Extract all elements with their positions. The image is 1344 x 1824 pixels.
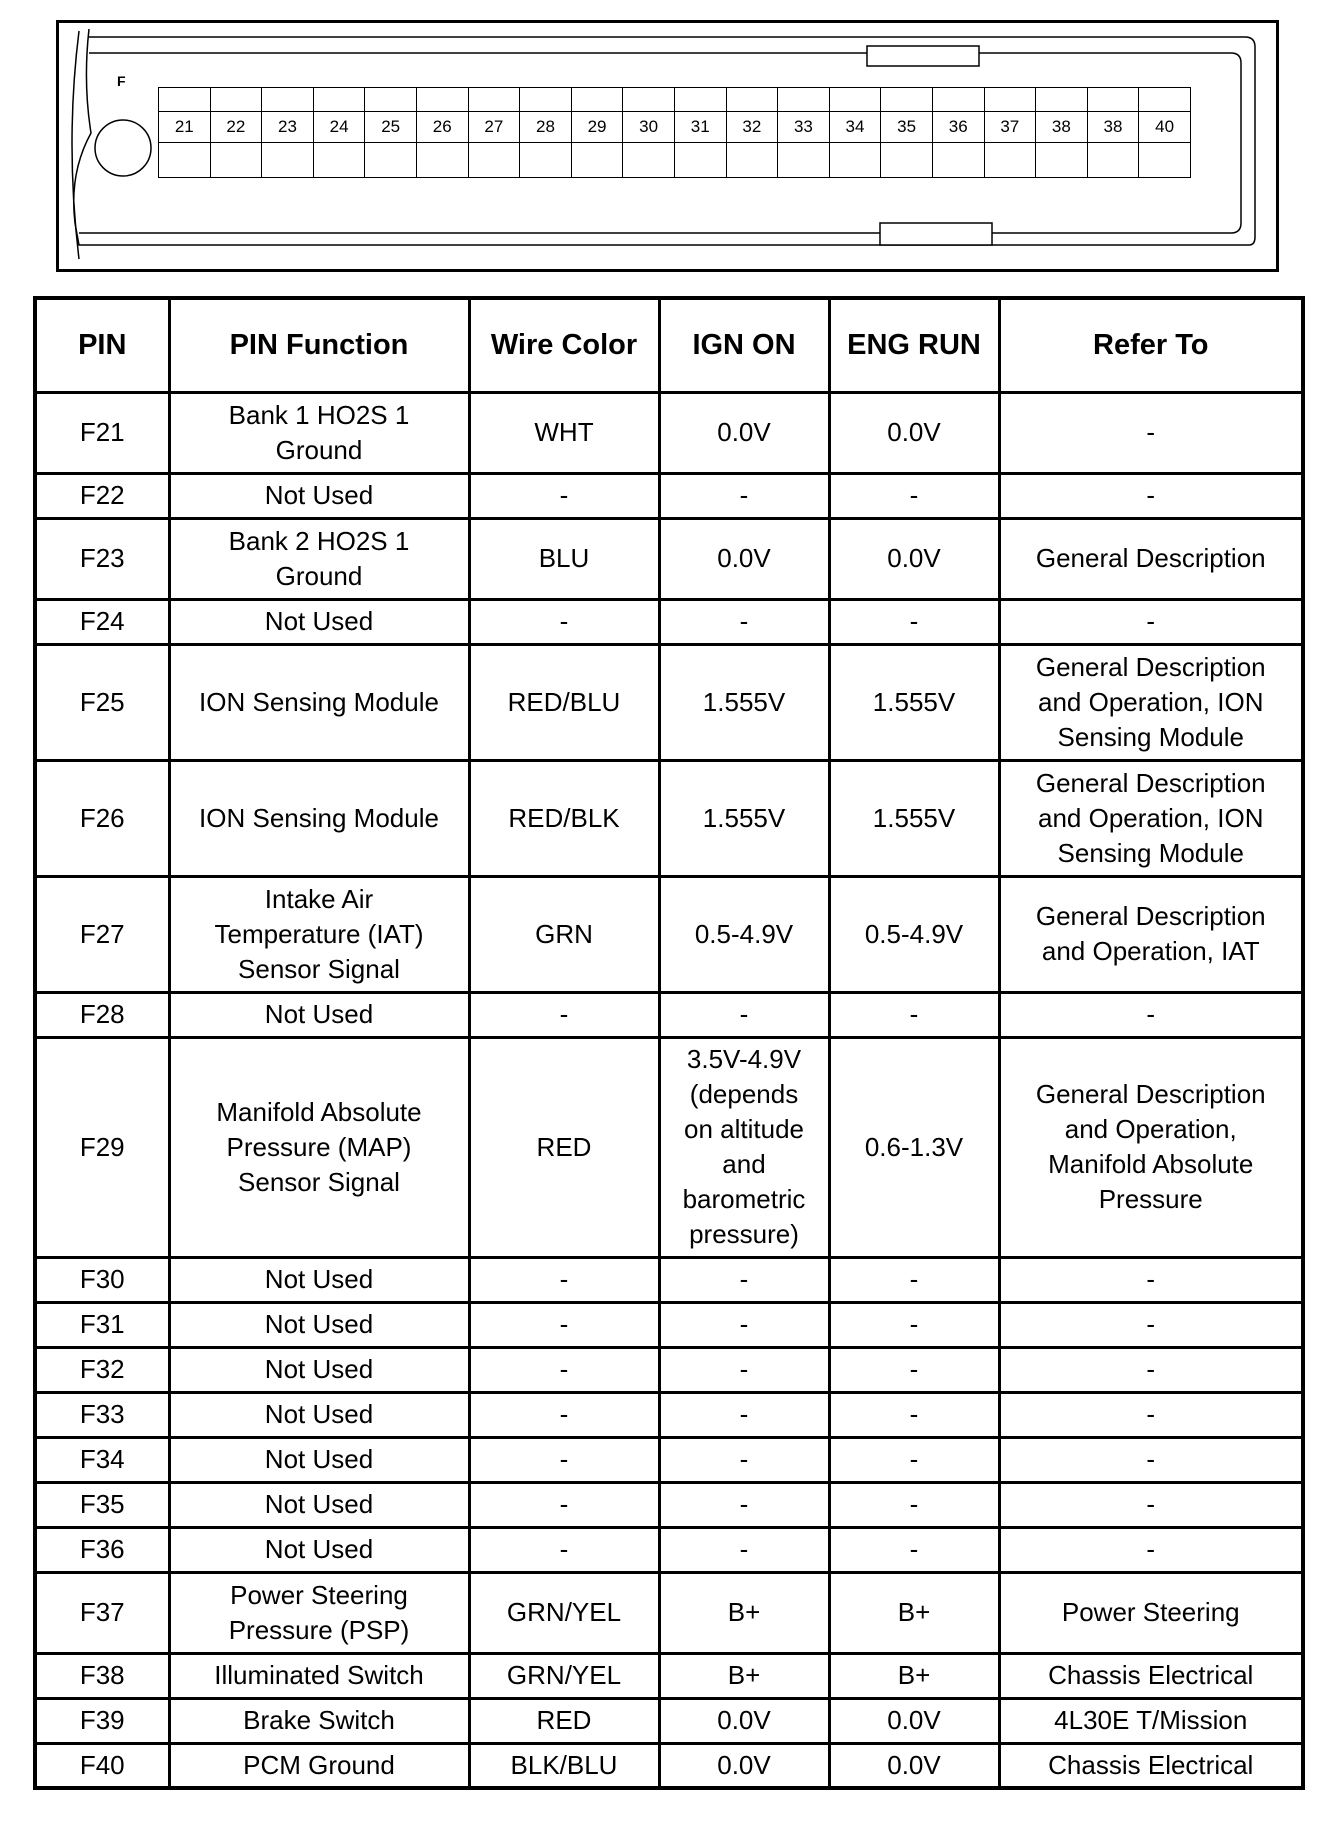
cell-pin: F33	[35, 1392, 169, 1437]
cell-pin-function: Manifold Absolute Pressure (MAP) Sensor Signal	[169, 1037, 469, 1257]
cell-eng-run: -	[829, 599, 999, 644]
pin-number: 23	[262, 112, 314, 143]
pin-cell-bottom	[1139, 143, 1191, 178]
cell-pin-function: ION Sensing Module	[169, 644, 469, 760]
pin-cell-top	[778, 88, 830, 112]
cell-refer-to: -	[999, 992, 1303, 1037]
pin-cell-bottom	[623, 143, 675, 178]
cell-wire-color: -	[469, 1302, 659, 1347]
cell-refer-to: General Description and Operation, Manifold Absolute Pressure	[999, 1037, 1303, 1257]
cell-pin: F35	[35, 1482, 169, 1527]
cell-wire-color: RED	[469, 1037, 659, 1257]
cell-pin: F26	[35, 760, 169, 876]
cell-eng-run: -	[829, 1482, 999, 1527]
connector-diagram	[56, 20, 1279, 272]
pin-cell-top	[674, 88, 726, 112]
pin-number: 24	[313, 112, 365, 143]
top-key-notch	[867, 46, 979, 66]
cell-eng-run: 0.6-1.3V	[829, 1037, 999, 1257]
cell-ign-on: -	[659, 599, 829, 644]
table-row	[35, 473, 1303, 518]
cell-pin-function: Not Used	[169, 599, 469, 644]
cell-eng-run: 0.0V	[829, 392, 999, 473]
table-row	[35, 1347, 1303, 1392]
pin-cell-top	[984, 88, 1036, 112]
cell-pin-function: Not Used	[169, 473, 469, 518]
cell-refer-to: Chassis Electrical	[999, 1653, 1303, 1698]
cell-wire-color: -	[469, 1482, 659, 1527]
cell-eng-run: -	[829, 1302, 999, 1347]
pin-cell-bottom	[726, 143, 778, 178]
header-wire-color: Wire Color	[469, 298, 659, 392]
cell-eng-run: -	[829, 473, 999, 518]
table-row	[35, 1037, 1303, 1257]
cell-ign-on: 1.555V	[659, 644, 829, 760]
cell-ign-on: 3.5V-4.9V (depends on altitude and barometric pressure)	[659, 1037, 829, 1257]
cell-refer-to: General Description and Operation, IAT	[999, 876, 1303, 992]
cell-eng-run: -	[829, 1392, 999, 1437]
cell-pin: F27	[35, 876, 169, 992]
cell-pin-function: Not Used	[169, 1347, 469, 1392]
pin-cell-top	[468, 88, 520, 112]
cell-pin-function: Illuminated Switch	[169, 1653, 469, 1698]
header-eng-run: ENG RUN	[829, 298, 999, 392]
pin-number: 31	[674, 112, 726, 143]
table-row	[35, 992, 1303, 1037]
cell-ign-on: -	[659, 1257, 829, 1302]
pin-number: 30	[623, 112, 675, 143]
pin-cell-bottom	[313, 143, 365, 178]
cell-ign-on: -	[659, 1347, 829, 1392]
pin-cell-bottom	[1087, 143, 1139, 178]
cell-pin-function: PCM Ground	[169, 1743, 469, 1788]
cell-pin: F30	[35, 1257, 169, 1302]
cell-wire-color: RED/BLU	[469, 644, 659, 760]
pin-cell-bottom	[468, 143, 520, 178]
cell-ign-on: -	[659, 1302, 829, 1347]
table-row	[35, 599, 1303, 644]
cell-pin-function: ION Sensing Module	[169, 760, 469, 876]
cell-pin: F37	[35, 1572, 169, 1653]
cell-wire-color: -	[469, 473, 659, 518]
cell-refer-to: -	[999, 1482, 1303, 1527]
pin-number: 38	[1036, 112, 1088, 143]
table-row	[35, 518, 1303, 599]
cell-ign-on: -	[659, 1527, 829, 1572]
cell-pin-function: Not Used	[169, 1302, 469, 1347]
cell-pin-function: Not Used	[169, 1437, 469, 1482]
pin-cell-bottom	[159, 143, 211, 178]
pin-number: 28	[520, 112, 572, 143]
cell-eng-run: B+	[829, 1572, 999, 1653]
cell-ign-on: -	[659, 1482, 829, 1527]
cell-eng-run: B+	[829, 1653, 999, 1698]
header-refer-to: Refer To	[999, 298, 1303, 392]
cell-pin-function: Power Steering Pressure (PSP)	[169, 1572, 469, 1653]
cell-ign-on: 0.0V	[659, 1698, 829, 1743]
cell-ign-on: B+	[659, 1572, 829, 1653]
cell-wire-color: BLU	[469, 518, 659, 599]
cell-refer-to: General Description and Operation, ION Sensing Module	[999, 760, 1303, 876]
pin-number: 37	[984, 112, 1036, 143]
pin-cell-top	[416, 88, 468, 112]
pin-cell-top	[932, 88, 984, 112]
cell-pin-function: Not Used	[169, 992, 469, 1037]
pin-cell-bottom	[520, 143, 572, 178]
cell-pin: F38	[35, 1653, 169, 1698]
pin-cell-bottom	[881, 143, 933, 178]
cell-pin: F31	[35, 1302, 169, 1347]
header-pin: PIN	[35, 298, 169, 392]
pin-cell-top	[313, 88, 365, 112]
cell-pin: F24	[35, 599, 169, 644]
cell-pin: F28	[35, 992, 169, 1037]
pin-number: 21	[159, 112, 211, 143]
pin-number: 33	[778, 112, 830, 143]
cell-wire-color: RED	[469, 1698, 659, 1743]
bottom-key-notch	[880, 223, 992, 245]
header-ign-on: IGN ON	[659, 298, 829, 392]
cell-pin: F25	[35, 644, 169, 760]
pin-cell-top	[159, 88, 211, 112]
cell-refer-to: -	[999, 392, 1303, 473]
table-row	[35, 760, 1303, 876]
pin-number: 22	[210, 112, 262, 143]
cell-pin: F32	[35, 1347, 169, 1392]
pin-cell-top	[623, 88, 675, 112]
pin-cell-bottom	[262, 143, 314, 178]
pin-cell-top	[1036, 88, 1088, 112]
cell-eng-run: -	[829, 1347, 999, 1392]
cell-ign-on: 0.0V	[659, 392, 829, 473]
pin-cell-bottom	[674, 143, 726, 178]
table-row	[35, 392, 1303, 473]
cell-pin-function: Not Used	[169, 1257, 469, 1302]
cell-wire-color: RED/BLK	[469, 760, 659, 876]
table-header-row	[35, 298, 1303, 392]
cell-eng-run: 1.555V	[829, 760, 999, 876]
pin-cell-top	[520, 88, 572, 112]
cell-ign-on: 0.0V	[659, 1743, 829, 1788]
pin-number: 36	[932, 112, 984, 143]
cell-pin: F34	[35, 1437, 169, 1482]
table-row	[35, 876, 1303, 992]
cell-eng-run: 1.555V	[829, 644, 999, 760]
table-row	[35, 1527, 1303, 1572]
table-row	[35, 1698, 1303, 1743]
cell-refer-to: General Description and Operation, ION Sensing Module	[999, 644, 1303, 760]
pin-number: 38	[1087, 112, 1139, 143]
cell-refer-to: -	[999, 1257, 1303, 1302]
cell-eng-run: 0.0V	[829, 1698, 999, 1743]
pin-cell-bottom	[932, 143, 984, 178]
cell-wire-color: -	[469, 1257, 659, 1302]
pin-number: 32	[726, 112, 778, 143]
pin-cell-bottom	[778, 143, 830, 178]
cell-wire-color: -	[469, 1347, 659, 1392]
cell-wire-color: GRN	[469, 876, 659, 992]
cell-pin: F21	[35, 392, 169, 473]
pin-cell-top	[726, 88, 778, 112]
pin-cell-top	[1087, 88, 1139, 112]
pin-cell-bottom	[984, 143, 1036, 178]
cell-wire-color: -	[469, 599, 659, 644]
cell-refer-to: -	[999, 473, 1303, 518]
cell-wire-color: -	[469, 1527, 659, 1572]
table-row	[35, 1572, 1303, 1653]
table-row	[35, 1482, 1303, 1527]
cell-pin-function: Not Used	[169, 1392, 469, 1437]
cell-eng-run: -	[829, 1257, 999, 1302]
table-row	[35, 1653, 1303, 1698]
cell-ign-on: 0.0V	[659, 518, 829, 599]
pin-cell-top	[571, 88, 623, 112]
cell-eng-run: 0.5-4.9V	[829, 876, 999, 992]
cell-refer-to: General Description	[999, 518, 1303, 599]
cell-wire-color: GRN/YEL	[469, 1572, 659, 1653]
cell-pin-function: Brake Switch	[169, 1698, 469, 1743]
pin-number: 27	[468, 112, 520, 143]
cell-wire-color: -	[469, 1392, 659, 1437]
cell-ign-on: B+	[659, 1653, 829, 1698]
cell-pin: F36	[35, 1527, 169, 1572]
pin-cell-bottom	[829, 143, 881, 178]
cell-ign-on: -	[659, 473, 829, 518]
cell-refer-to: -	[999, 1392, 1303, 1437]
cell-ign-on: 0.5-4.9V	[659, 876, 829, 992]
cell-refer-to: 4L30E T/Mission	[999, 1698, 1303, 1743]
cell-wire-color: WHT	[469, 392, 659, 473]
pin-cell-bottom	[1036, 143, 1088, 178]
pin-number: 40	[1139, 112, 1191, 143]
cell-pin: F39	[35, 1698, 169, 1743]
cell-refer-to: -	[999, 1347, 1303, 1392]
cell-wire-color: GRN/YEL	[469, 1653, 659, 1698]
pin-function-table	[33, 296, 1305, 1790]
table-row	[35, 1437, 1303, 1482]
cell-refer-to: Chassis Electrical	[999, 1743, 1303, 1788]
cell-ign-on: -	[659, 992, 829, 1037]
pin-cell-top	[881, 88, 933, 112]
connector-label: F	[117, 73, 126, 89]
cell-wire-color: -	[469, 1437, 659, 1482]
cell-wire-color: BLK/BLU	[469, 1743, 659, 1788]
pin-cell-top	[829, 88, 881, 112]
cell-pin: F40	[35, 1743, 169, 1788]
cell-refer-to: -	[999, 1302, 1303, 1347]
pin-cell-top	[1139, 88, 1191, 112]
table-row	[35, 1392, 1303, 1437]
cell-pin-function: Intake Air Temperature (IAT) Sensor Signal	[169, 876, 469, 992]
cell-wire-color: -	[469, 992, 659, 1037]
pin-number: 25	[365, 112, 417, 143]
cell-eng-run: 0.0V	[829, 518, 999, 599]
cell-eng-run: 0.0V	[829, 1743, 999, 1788]
cell-pin: F29	[35, 1037, 169, 1257]
cell-ign-on: -	[659, 1392, 829, 1437]
cell-refer-to: -	[999, 1437, 1303, 1482]
cell-eng-run: -	[829, 1437, 999, 1482]
cell-ign-on: -	[659, 1437, 829, 1482]
cell-pin-function: Bank 2 HO2S 1 Ground	[169, 518, 469, 599]
cell-pin: F22	[35, 473, 169, 518]
cell-pin-function: Not Used	[169, 1482, 469, 1527]
header-pin-function: PIN Function	[169, 298, 469, 392]
pin-number: 29	[571, 112, 623, 143]
cell-pin-function: Not Used	[169, 1527, 469, 1572]
cell-refer-to: Power Steering	[999, 1572, 1303, 1653]
pin-cell-bottom	[416, 143, 468, 178]
cell-refer-to: -	[999, 1527, 1303, 1572]
pin-cell-top	[365, 88, 417, 112]
key-circle	[95, 120, 151, 176]
cell-ign-on: 1.555V	[659, 760, 829, 876]
cell-eng-run: -	[829, 992, 999, 1037]
cell-pin: F23	[35, 518, 169, 599]
table-row	[35, 1743, 1303, 1788]
pin-number: 35	[881, 112, 933, 143]
pin-number: 34	[829, 112, 881, 143]
table-row	[35, 1302, 1303, 1347]
table-row	[35, 1257, 1303, 1302]
cell-eng-run: -	[829, 1527, 999, 1572]
pin-cell-bottom	[365, 143, 417, 178]
connector-pin-grid	[158, 87, 1191, 178]
table-row	[35, 644, 1303, 760]
pin-number: 26	[416, 112, 468, 143]
pin-cell-top	[262, 88, 314, 112]
pin-cell-bottom	[571, 143, 623, 178]
cell-refer-to: -	[999, 599, 1303, 644]
cell-pin-function: Bank 1 HO2S 1 Ground	[169, 392, 469, 473]
pin-cell-top	[210, 88, 262, 112]
pin-cell-bottom	[210, 143, 262, 178]
